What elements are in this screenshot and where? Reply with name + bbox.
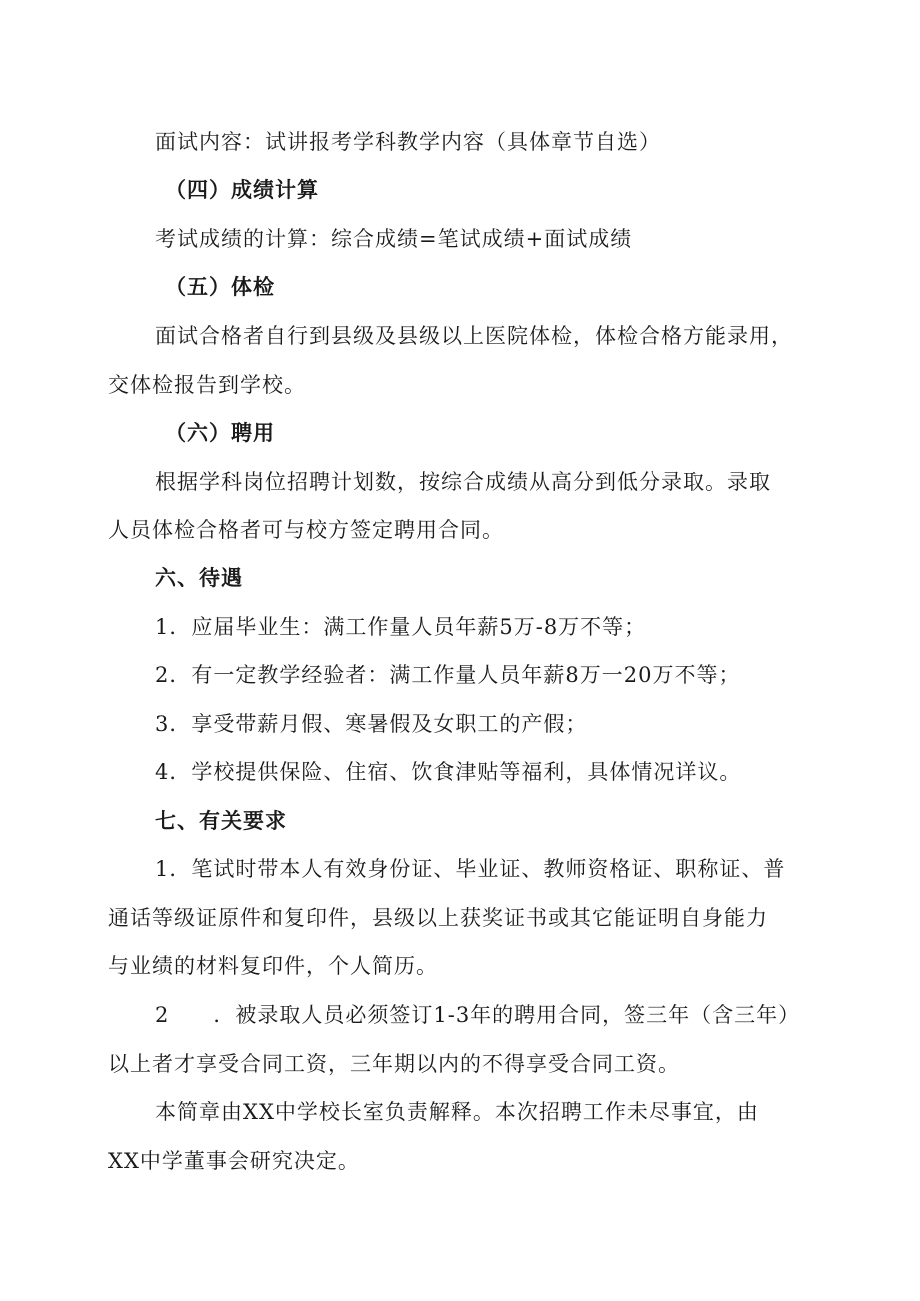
requirement-1-line-3: 与业绩的材料复印件，个人简历。 bbox=[108, 954, 438, 978]
benefit-item-3: 3．享受带薪月假、寒暑假及女职工的产假； bbox=[155, 712, 588, 736]
closing-line-1: 本简章由XX中学校长室负责解释。本次招聘工作未尽事宜，由 bbox=[155, 1100, 759, 1124]
benefit-item-1: 1．应届毕业生：满工作量人员年薪5万-8万不等； bbox=[155, 615, 647, 639]
requirement-2-line-1: 2 ．被录取人员必须签订1-3年的聘用合同，签三年（含三年） bbox=[155, 1003, 801, 1027]
requirement-1-line-1: 1．笔试时带本人有效身份证、毕业证、教师资格证、职称证、普 bbox=[155, 857, 786, 881]
interview-content-line: 面试内容：试讲报考学科教学内容（具体章节自选） bbox=[155, 130, 661, 154]
section-heading-score: （四）成绩计算 bbox=[165, 178, 319, 202]
benefit-item-2: 2．有一定教学经验者：满工作量人员年薪8万一20万不等； bbox=[155, 663, 741, 687]
requirement-2-line-2: 以上者才享受合同工资，三年期以内的不得享受合同工资。 bbox=[108, 1052, 680, 1076]
score-formula-line: 考试成绩的计算：综合成绩=笔试成绩+面试成绩 bbox=[155, 227, 633, 251]
section-heading-requirements: 七、有关要求 bbox=[155, 809, 287, 833]
physical-exam-line-1: 面试合格者自行到县级及县级以上医院体检，体检合格方能录用， bbox=[155, 324, 793, 348]
physical-exam-line-2: 交体检报告到学校。 bbox=[108, 373, 306, 397]
section-heading-hiring: （六）聘用 bbox=[165, 421, 275, 445]
section-heading-physical: （五）体检 bbox=[165, 275, 275, 299]
section-heading-benefits: 六、待遇 bbox=[155, 566, 243, 590]
closing-line-2: XX中学董事会研究决定。 bbox=[108, 1149, 360, 1173]
hiring-line-2: 人员体检合格者可与校方签定聘用合同。 bbox=[108, 518, 504, 542]
requirement-1-line-2: 通话等级证原件和复印件，县级以上获奖证书或其它能证明自身能力 bbox=[108, 906, 768, 930]
hiring-line-1: 根据学科岗位招聘计划数，按综合成绩从高分到低分录取。录取 bbox=[155, 470, 771, 494]
benefit-item-4: 4．学校提供保险、住宿、饮食津贴等福利，具体情况详议。 bbox=[155, 760, 742, 784]
